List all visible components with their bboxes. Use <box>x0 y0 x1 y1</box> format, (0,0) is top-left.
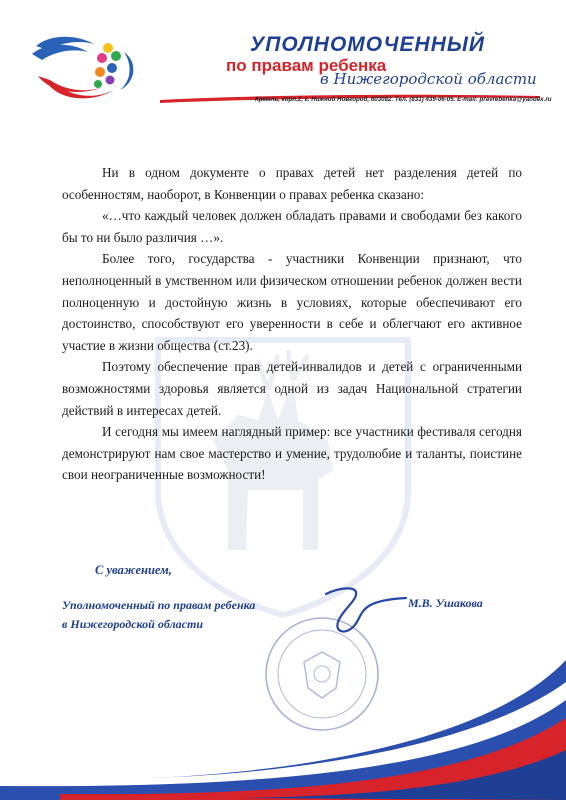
header-address: Кремль, корп.2, г. Нижний Новгород, 603082. Тел. (831) 439-06-05. E-mail: pravrebenka@yandex.ru <box>255 96 552 103</box>
handwritten-signature <box>298 580 408 640</box>
body-paragraph: «…что каждый человек должен обладать правами и свободами без какого бы то ни было различия …». <box>62 208 522 245</box>
ombudsman-logo <box>28 24 148 104</box>
position-line: Уполномоченный по правам ребенка <box>62 598 256 612</box>
header-subtitle: по правам ребенка <box>226 56 387 75</box>
signatory-name: М.В. Ушакова <box>408 596 483 610</box>
signatory-position <box>62 596 255 634</box>
header-region: в Нижегородской области <box>320 70 537 88</box>
header-title: УПОЛНОМОЧЕННЫЙ <box>250 33 485 56</box>
closing-salutation: С уважением, <box>95 563 172 577</box>
body-paragraph: Ни в одном документе о правах детей нет разделения детей по особенностям, наоборот, в Конвенции о правах ребенка сказано: <box>62 165 522 202</box>
body-paragraph: Поэтому обеспечение прав детей-инвалидов и детей с ограниченными возможностями здоровья является одной из задач Национальной стратегии действий в интересах детей. <box>62 359 522 418</box>
position-line: в Нижегородской области <box>62 617 203 631</box>
body-paragraph: И сегодня мы имеем наглядный пример: все участники фестиваля сегодня демонстрируют нам свое мастерство и умение, трудолюбие и таланты, поистине свои неограниченные возможности! <box>62 424 522 483</box>
body-paragraph: Более того, государства - участники Конвенции признают, что неполноценный в умственном или физическом отношении ребенок должен вести полноценную и достойную жизнь в условиях, которые обеспечивают его достоинство, способствуют его уверенности в себе и облегчают его активное участие в жизни общества (ст.23). <box>62 251 522 353</box>
footer-wave-decoration <box>0 660 566 800</box>
letter-body <box>62 162 522 486</box>
